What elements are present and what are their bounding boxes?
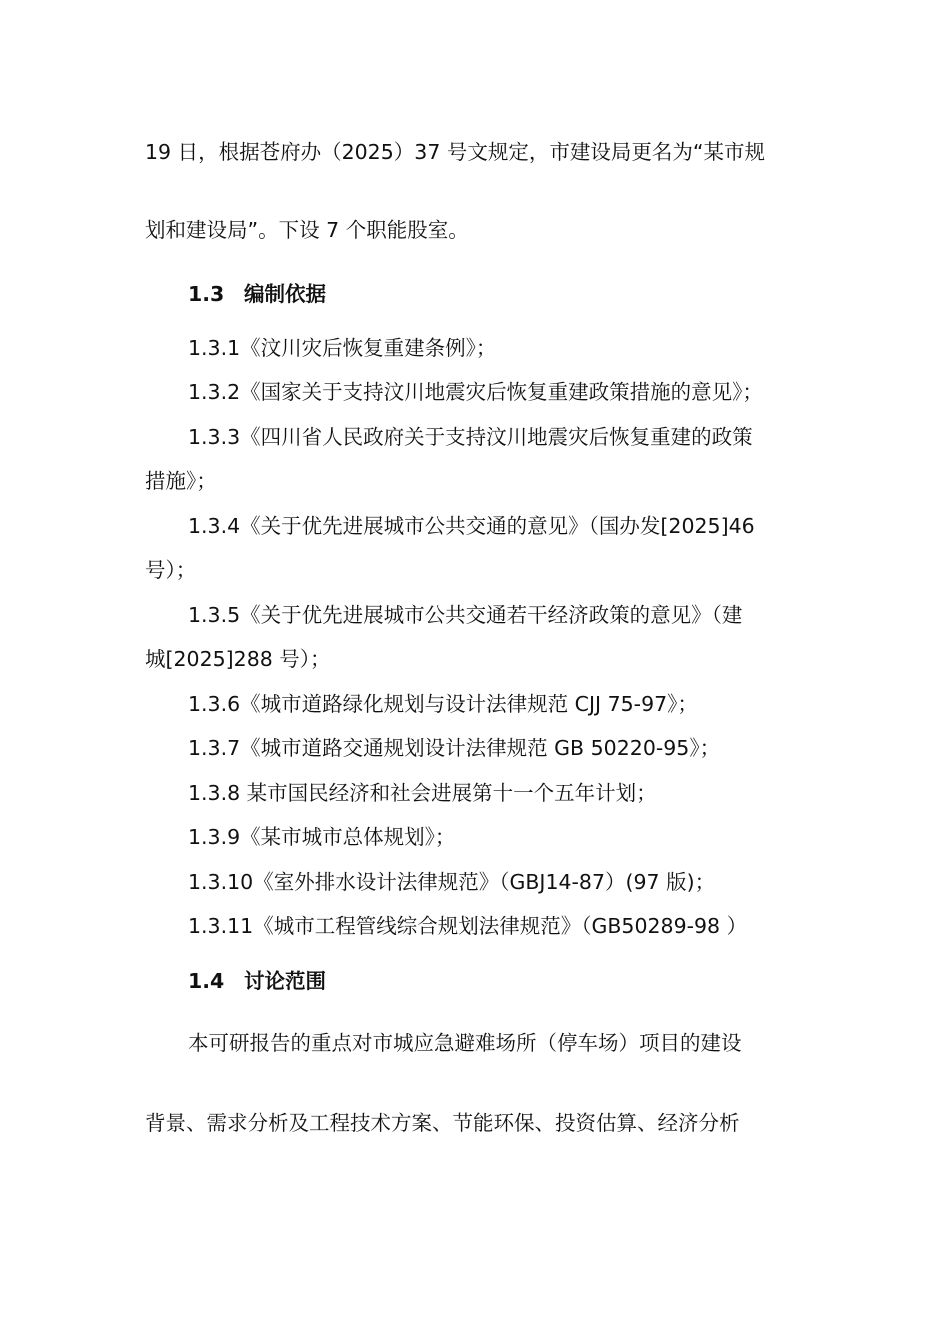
reference-item: 1.3.7《城市道路交通规划设计法律规范 GB 50220-95》； (188, 736, 721, 760)
section-title: 讨论范围 (244, 969, 326, 993)
section-heading-1-3 (188, 279, 853, 309)
reference-item: 1.3.8 某市国民经济和社会进展第十一个五年计划； (188, 781, 657, 805)
reference-item-continuation: 城[2025]288 号）； (145, 647, 331, 671)
section-number: 1.3 (188, 282, 225, 306)
reference-item: 1.3.6《城市道路绿化规划与设计法律规范 CJJ 75-97》； (188, 692, 698, 716)
section-title: 编制依据 (244, 282, 326, 306)
reference-item-continuation: 号）； (145, 558, 197, 582)
reference-item: 1.3.4《关于优先进展城市公共交通的意见》（国办发[2025]46 (188, 514, 755, 538)
scope-paragraph-line-1: 本可研报告的重点对市城应急避难场所（停车场）项目的建设 (188, 1031, 742, 1055)
reference-item: 1.3.2《国家关于支持汶川地震灾后恢复重建政策措施的意见》； (188, 380, 763, 404)
reference-item: 1.3.3《四川省人民政府关于支持汶川地震灾后恢复重建的政策 (188, 425, 753, 449)
reference-item-continuation: 措施》； (145, 469, 217, 493)
reference-item: 1.3.1《汶川灾后恢复重建条例》； (188, 336, 497, 360)
reference-item: 1.3.5《关于优先进展城市公共交通若干经济政策的意见》（建 (188, 603, 743, 627)
reference-item: 1.3.9《某市城市总体规划》； (188, 825, 456, 849)
intro-paragraph-line-2: 划和建设局”。下设 7 个职能股室。 (145, 218, 469, 242)
intro-paragraph-line-1: 19 日，根据苍府办（2025）37 号文规定，市建设局更名为“某市规 (145, 140, 765, 164)
section-heading-1-4 (188, 966, 853, 996)
reference-item: 1.3.10《室外排水设计法律规范》（GBJ14-87）(97 版)； (188, 870, 716, 894)
section-number: 1.4 (188, 969, 225, 993)
scope-paragraph-line-2: 背景、需求分析及工程技术方案、节能环保、投资估算、经济分析 (145, 1111, 740, 1135)
reference-item: 1.3.11《城市工程管线综合规划法律规范》（GB50289-98 ） (188, 914, 748, 938)
